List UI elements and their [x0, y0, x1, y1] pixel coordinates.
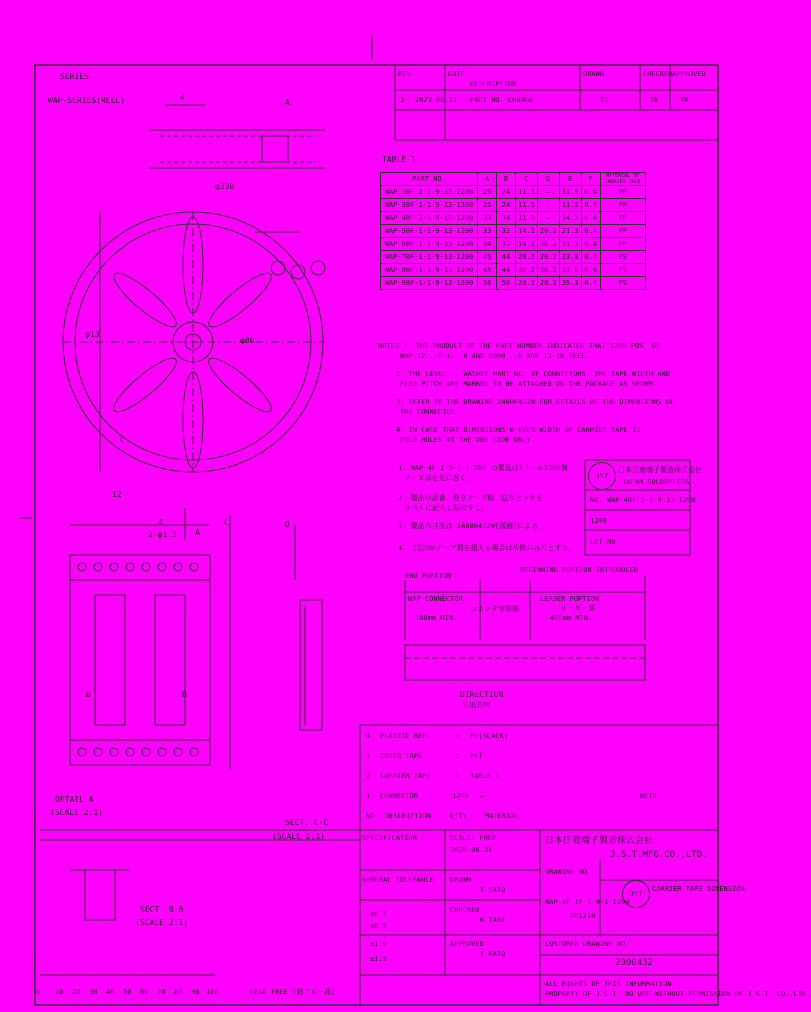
stamp-sub: JAPAN SOLDERLESS [622, 478, 690, 486]
table1-header: A [478, 173, 497, 186]
table-row [381, 225, 646, 238]
table-cell: WAP-60F-1-1-9-13-1200 [381, 238, 478, 251]
table-row [381, 264, 646, 277]
wap-connector-label: WAP CONNECTOR [408, 595, 463, 603]
table-cell: 35.3 [559, 277, 581, 290]
drawn-label: DRAWN [450, 876, 472, 884]
table-cell: 33 [478, 212, 497, 225]
note-line: 3. REFER TO THE DRAWING 2A000432W FOR DETAILS OF THE DIMENSIONS OF [396, 398, 675, 406]
min-400-label: 400mm MIN. [550, 614, 593, 622]
dim-label: 2 [180, 92, 185, 101]
company-name: J.S.T.MFG.CO.,LTD. [610, 850, 708, 860]
table-cell: WAP-50F-1-1-9-13-1200 [381, 225, 478, 238]
part-desc: CARRIER TAPE [380, 772, 431, 780]
note-line: NOTES 1. THE PRODUCT OF THE PART NUMBER INDICATED THAT 1200 POS. OF [378, 342, 661, 350]
parts-header: MATERIAL [485, 812, 519, 820]
rev-cell: 2023.08.21 [415, 96, 458, 104]
table-cell: 11.5 [516, 199, 538, 212]
table-cell: — [537, 186, 559, 199]
table-cell: PS [600, 277, 645, 290]
jp-note: 1. WAP-4F-1-9-1-1-200 の製品は1リール1200個 [398, 464, 568, 472]
dim-label: φ80 [240, 336, 255, 345]
table-cell: 21.3 [559, 225, 581, 238]
series-label: SERIES [60, 72, 89, 81]
part-material: PS(BLACK) [470, 732, 508, 740]
ruler-tick: 70 [157, 988, 166, 996]
dim-label: φ330 [215, 182, 235, 191]
table-cell: WAP-80F-1-1-9-13-1200 [381, 264, 478, 277]
table-row [381, 251, 646, 264]
ruler-tick: 90 [191, 988, 200, 996]
rev-cell: TK [650, 96, 659, 104]
part-material: — [480, 792, 485, 800]
table-cell: 28.2 [516, 277, 538, 290]
part-desc: CONNECTOR [380, 792, 418, 800]
table-cell: 0.4 [581, 277, 600, 290]
table1 [380, 172, 646, 290]
sect-bb-label: SECT. B-B [140, 905, 184, 914]
side-letter: C [224, 518, 229, 527]
note-line: FEED PITCH ARE MARKED TO BE ATTACHED ON THE PACKAGE AS SHOWN. [400, 380, 658, 388]
table1-title: TABLE 1 [382, 155, 416, 164]
part-desc: COVER TAPE [380, 752, 423, 760]
table-cell: 58 [478, 277, 497, 290]
date-label: 2020.06.21 [450, 846, 493, 854]
note-line: FOLD HOLES AT THE ONE SIDE ONLY. [400, 436, 535, 444]
table-cell: 34 [497, 212, 516, 225]
min-160-label: 160mm MIN. [415, 614, 458, 622]
table-cell: 0.4 [581, 186, 600, 199]
jst-title-logo-icon: JST [622, 880, 650, 908]
table-cell: 24 [497, 186, 516, 199]
sect-cc-label: SECT. C-C [285, 818, 329, 827]
table-cell: PP [600, 238, 645, 251]
parts-header: NO. [366, 812, 379, 820]
ruler-tick: 80 [174, 988, 183, 996]
tolerance-value: ±1.5 [370, 955, 387, 963]
note-line: 2. THE LEVEL... WASHED PART NO. OF CONNECTORS, THE TAPE WIDTH AND [396, 370, 670, 378]
side-letter: D [285, 520, 290, 529]
table-row [381, 212, 646, 225]
table-cell: 25 [478, 199, 497, 212]
table-row [381, 199, 646, 212]
rev-col: DESCRIPTION [470, 80, 517, 88]
table-cell: PP [600, 199, 645, 212]
table-cell: 45 [478, 264, 497, 277]
table-cell: 24 [497, 199, 516, 212]
rev-col: DRAWN [583, 70, 605, 78]
spec-label: SPECIFICATION [362, 834, 417, 842]
connector-jp-label: コネクタ実装部 [470, 605, 519, 613]
footer-line: PROPERTY OF J.S.T. NO USE WITHOUT PERMISSION OF J.S.T. CO.,LTD. [545, 990, 811, 998]
table-cell: 11.5 [559, 199, 581, 212]
table-cell: PS [600, 264, 645, 277]
table-cell: WAP-90F-1-1-9-13-1200 [381, 277, 478, 290]
table-cell: PS [600, 251, 645, 264]
drawing-no-label: DRAWING NO. [545, 868, 592, 876]
parts-header: NOTE [640, 792, 657, 800]
table-cell: 0.4 [581, 251, 600, 264]
jp-note: 3. 製品の寸法は 2A000432W(図面)による。 [398, 522, 546, 530]
checked-label: CHECKED [450, 906, 480, 914]
tolerance-value: ±0.5 [370, 922, 387, 930]
table1-header: MATERIAL OF CARRIER TAPE [600, 173, 645, 186]
table-cell: 23.8 [559, 251, 581, 264]
table-cell: 28.2 [537, 238, 559, 251]
dim-label: C [120, 435, 125, 444]
rev-col: APPROVED [672, 70, 706, 78]
table-cell: WAP-20F-1-1-9-13-1200 [381, 186, 478, 199]
code-value: 2000432 [615, 958, 653, 968]
jp-note: ラベルに記入し貼付する。 [404, 504, 488, 512]
stamp-lot: LOT NO. [590, 538, 620, 546]
jp-note: ノーズ部を先に巻く。 [404, 474, 474, 482]
table-cell: WAP-40F-1-1-9-13-1200 [381, 212, 478, 225]
rev-cell: TS [600, 96, 609, 104]
table-cell: PP [600, 212, 645, 225]
approved-label: APPROVED [450, 940, 484, 948]
table-row [381, 186, 646, 199]
tolerance-header: GENERAL TOLERANCE [362, 876, 434, 884]
table-cell: 20.2 [537, 225, 559, 238]
table-row [381, 238, 646, 251]
table-cell: 0.4 [581, 212, 600, 225]
ruler-tick: 50 [123, 988, 132, 996]
part-qty: 1 [455, 752, 460, 760]
table1-header: D [537, 173, 559, 186]
table-cell: 23.8 [559, 264, 581, 277]
leader-portion-label: LEADER PORTION [540, 595, 600, 603]
table-cell: 0.4 [581, 199, 600, 212]
table-cell: 21.3 [559, 238, 581, 251]
note-line: WAP-12...F-1...0 AND 0000...0 ARE 13 IN REEL. [400, 352, 590, 360]
ruler-tick: 10 [55, 988, 64, 996]
dim-label: 12 [112, 490, 122, 499]
detail-a-scale: (SCALE 2:1) [50, 808, 103, 817]
ruler-tick: 60 [140, 988, 149, 996]
part-no: 1 [366, 792, 371, 800]
sect-bb-scale: (SCALE 2:1) [135, 918, 188, 927]
ruler-tick: 0 [36, 988, 41, 996]
table-row [381, 277, 646, 290]
table-cell: 28.2 [537, 264, 559, 277]
stamp-label: NO. WAP-40F-1-1-9-13-1200 [590, 496, 696, 504]
table-cell: 34 [478, 238, 497, 251]
begin-portion-label: BEGINNING PORTION INTRODUCED [520, 566, 639, 574]
dim-label: φ13 [85, 330, 100, 339]
table-cell: 14.2 [516, 225, 538, 238]
note-line: 4. IN CASE THAT DIMENSIONS B OVER WIDTH OF CARRIER TAPE IS [396, 426, 641, 434]
jp-note: 4. 寸法Bがテープ幅を超える場合は片側のみ穴とする。 [398, 544, 576, 552]
table-cell: 25 [478, 186, 497, 199]
table-cell: WAP-30F-1-1-9-13-1200 [381, 199, 478, 212]
table-cell: 11.5 [559, 186, 581, 199]
stamp-qty: 1200 [590, 517, 607, 525]
part-qty: 1 [455, 732, 460, 740]
table-cell: — [537, 212, 559, 225]
table-cell: 28.2 [537, 277, 559, 290]
note-line: THE CONNECTOR. [400, 408, 460, 416]
section-mark: A [285, 98, 290, 107]
table1-header: B [497, 173, 516, 186]
parts-header: Q'TY [450, 812, 467, 820]
side-letter: B [86, 690, 91, 699]
rev-cell: PART NO. CHANGE [470, 96, 534, 104]
table1-header: C [516, 173, 538, 186]
table-cell: 20.2 [537, 251, 559, 264]
scale-label: SCALE: FREE [450, 834, 497, 842]
checker-name: K.TAKE [480, 916, 506, 924]
table-cell: 56 [497, 277, 516, 290]
ruler-tick: 40 [106, 988, 115, 996]
approver-name: Y.KATO [480, 950, 506, 958]
drawing-no: WAP-xF-1F-1-9-1-1200 [545, 898, 630, 906]
table-cell: 45 [478, 251, 497, 264]
jp-note: 2. 製品の品番、巻きテープ幅、送りピッチを [398, 494, 544, 502]
part-material: TABLE 1 [470, 772, 500, 780]
table-cell: 20.2 [516, 251, 538, 264]
part-desc: PLASTIC REEL [380, 732, 431, 740]
direction-label: DIRECTION [460, 690, 504, 699]
stamp-company: 日本圧着端子製造株式会社 [618, 466, 702, 474]
ruler-tick: 30 [89, 988, 98, 996]
part-no: 2 [366, 772, 371, 780]
rev-col: DATE [448, 70, 465, 78]
tolerance-value: ±1.0 [370, 940, 387, 948]
table-cell: 14.2 [559, 212, 581, 225]
table-cell: — [537, 199, 559, 212]
company-jp: 日本圧着端子製造株式会社 [545, 836, 654, 846]
table-cell: 20.2 [516, 264, 538, 277]
table-cell: 11.5 [516, 186, 538, 199]
rev-col: REV. [398, 70, 415, 78]
table-cell: 0.4 [581, 238, 600, 251]
side-letter: A [195, 528, 200, 537]
table1-header-row [381, 173, 646, 186]
table-cell: 32 [497, 238, 516, 251]
rev-cell: 1 [400, 96, 405, 104]
table-cell: 0.4 [581, 264, 600, 277]
table-cell: 44 [497, 251, 516, 264]
footer-line: ALL RIGHTS OF THIS INFORMATION [545, 980, 672, 988]
part-material: PET [470, 752, 483, 760]
table1-header: F [581, 173, 600, 186]
drawer-name: T.SATO [480, 886, 506, 894]
part-no: 3 [366, 752, 371, 760]
table1-header: PART NO. [381, 173, 478, 186]
detail-a-label: DETAIL A [55, 795, 94, 804]
table1-header: E [559, 173, 581, 186]
dim-label: 4 [158, 518, 163, 527]
rev-cell: YK [680, 96, 689, 104]
table-cell: 44 [497, 264, 516, 277]
ruler-tick: 100 [206, 988, 219, 996]
parts-header: DESCRIPTION [385, 812, 432, 820]
lead-free-label: LEAD FREE (鉛フリー品) [250, 988, 336, 996]
part-qty: 1 [455, 772, 460, 780]
table-cell: PP [600, 225, 645, 238]
sect-cc-scale: (SCALE 2:1) [272, 832, 325, 841]
table-cell: PP [600, 186, 645, 199]
leader-jp-label: リーダー部 [560, 604, 595, 612]
tolerance-value: ±0.3 [370, 910, 387, 918]
drawing-no2: FR1210 [570, 912, 596, 920]
table-cell: 33 [478, 225, 497, 238]
code-label: CUSTOMER DRAWING NO. [545, 940, 630, 948]
table-cell: WAP-70F-1-1-9-13-1200 [381, 251, 478, 264]
table-cell: 0.4 [581, 225, 600, 238]
drawing-title: CARRIER TAPE DIMENSION [652, 885, 745, 893]
jst-logo-icon: JST [588, 462, 616, 490]
rev-col: CHECKED [643, 70, 673, 78]
table-cell: 14.2 [516, 238, 538, 251]
table-cell: 32 [497, 225, 516, 238]
product-label: WAP-SERIES(REEL) [48, 96, 126, 105]
side-letter: B [182, 690, 187, 699]
end-portion-label: END PORTION [405, 572, 452, 580]
part-no: 4 [366, 732, 371, 740]
table-cell: 11.5 [516, 212, 538, 225]
dim-label: 2-φ1.5 [148, 530, 177, 539]
part-qty: 1200 [452, 792, 469, 800]
ruler-tick: 20 [72, 988, 81, 996]
direction-jp-label: 引出方向 [462, 701, 490, 709]
